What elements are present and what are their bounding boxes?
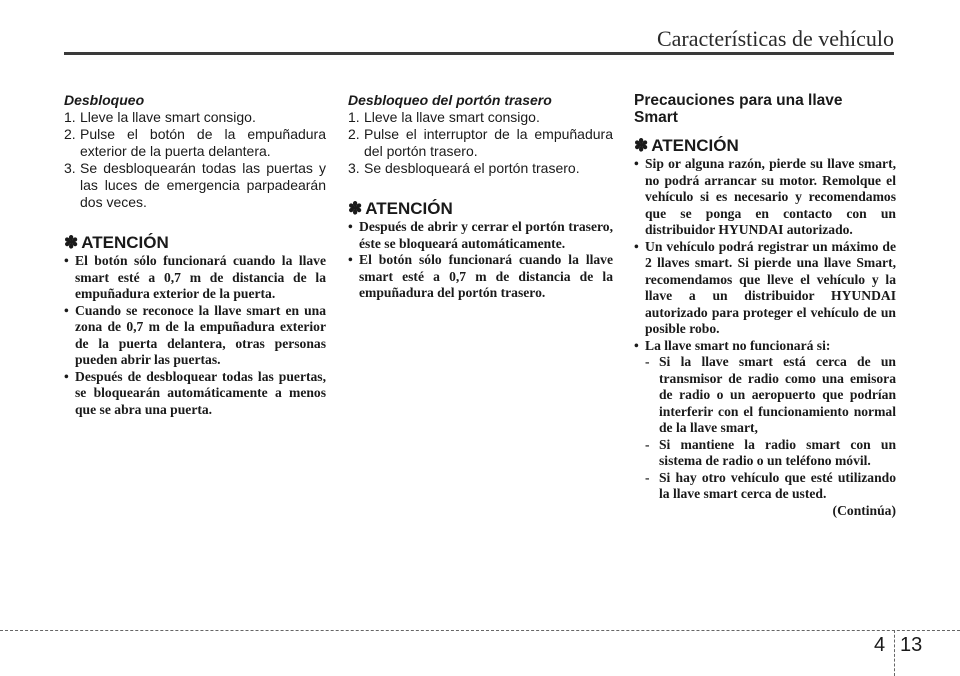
- asterisk-icon: ✽: [634, 136, 649, 155]
- condition-item: - Si mantiene la radio smart con un sistema de radio o un teléfono móvil.: [645, 436, 896, 468]
- step-list: [64, 109, 326, 211]
- step-item: 2. Pulse el botón de la empuñadura exterior de la puerta delantera.: [64, 126, 326, 159]
- atencion-heading: ✽ ATENCIÓN: [348, 199, 453, 218]
- section-heading: Precauciones para una llave Smart: [634, 92, 843, 126]
- continues-note: (Continúa): [832, 502, 896, 518]
- asterisk-icon: ✽: [348, 199, 363, 218]
- warning-item: • El botón sólo funcionará cuando la llave smart esté a 0,7 m de distancia de la empuñadura del portón trasero.: [348, 252, 613, 300]
- chapter-number: 4: [874, 634, 886, 656]
- step-item: 3. Se desbloqueará el portón trasero.: [348, 160, 580, 176]
- warning-item: • Sip or alguna razón, pierde su llave smart, no podrá arrancar su motor. Remolque el vehículo si es necesario y recomendamos que se ponga en contacto con un distribuidor HYUNDAI autorizado.: [634, 156, 896, 237]
- warning-item: • El botón sólo funcionará cuando la llave smart esté a 0,7 m de distancia de la empuñadura exterior de la puerta.: [64, 253, 326, 301]
- warning-item: • Después de abrir y cerrar el portón trasero, éste se bloqueará automáticamente.: [348, 219, 613, 251]
- step-item: 1. Lleve la llave smart consigo.: [348, 109, 540, 125]
- footer-separator: [894, 630, 895, 676]
- footer-rule: [0, 630, 960, 631]
- condition-item: - Si la llave smart está cerca de un transmisor de radio como una emisora de radio o un aeropuerto que podrían interferir con el funcionamiento normal de la llave smart,: [645, 354, 896, 435]
- warning-list: [348, 219, 613, 302]
- warning-item: • La llave smart no funcionará si:: [634, 337, 831, 353]
- warning-item: • Un vehículo podrá registrar un máximo de 2 llaves smart. Si pierde una llave Smart, recomendamos que lleve el vehículo y la llave a un distribuidor HYUNDAI autorizado para proteger el vehículo de un posible robo.: [634, 238, 896, 336]
- header-rule: [64, 52, 894, 55]
- condition-sublist: [634, 354, 896, 503]
- asterisk-icon: ✽: [64, 233, 79, 252]
- column-1: [64, 92, 326, 418]
- step-item: 3. Se desbloquearán todas las puertas y las luces de emergencia parpadearán dos veces.: [64, 160, 326, 210]
- subheading-porton: Desbloqueo del portón trasero: [348, 92, 552, 108]
- column-2: [348, 92, 613, 302]
- column-3: [634, 92, 896, 519]
- step-list: [348, 109, 613, 177]
- subheading-desbloqueo: Desbloqueo: [64, 92, 145, 108]
- warning-item: • Cuando se reconoce la llave smart en una zona de 0,7 m de la empuñadura exterior de la puerta delantera, otras personas pueden abrir las puertas.: [64, 302, 326, 367]
- running-header-title: Características de vehículo: [656, 26, 894, 51]
- warning-item: • Después de desbloquear todas las puertas, se bloquearán automáticamente a menos que se abra una puerta.: [64, 368, 326, 417]
- page-number: 13: [900, 634, 923, 656]
- condition-item: - Si hay otro vehículo que esté utilizando la llave smart cerca de usted.: [645, 469, 896, 501]
- warning-list: [64, 253, 326, 418]
- atencion-heading: ✽ ATENCIÓN: [634, 136, 739, 155]
- step-item: 2. Pulse el interruptor de la empuñadura del portón trasero.: [348, 126, 613, 159]
- step-item: 1. Lleve la llave smart consigo.: [64, 109, 256, 125]
- warning-list: [634, 156, 896, 354]
- atencion-heading: ✽ ATENCIÓN: [64, 233, 169, 252]
